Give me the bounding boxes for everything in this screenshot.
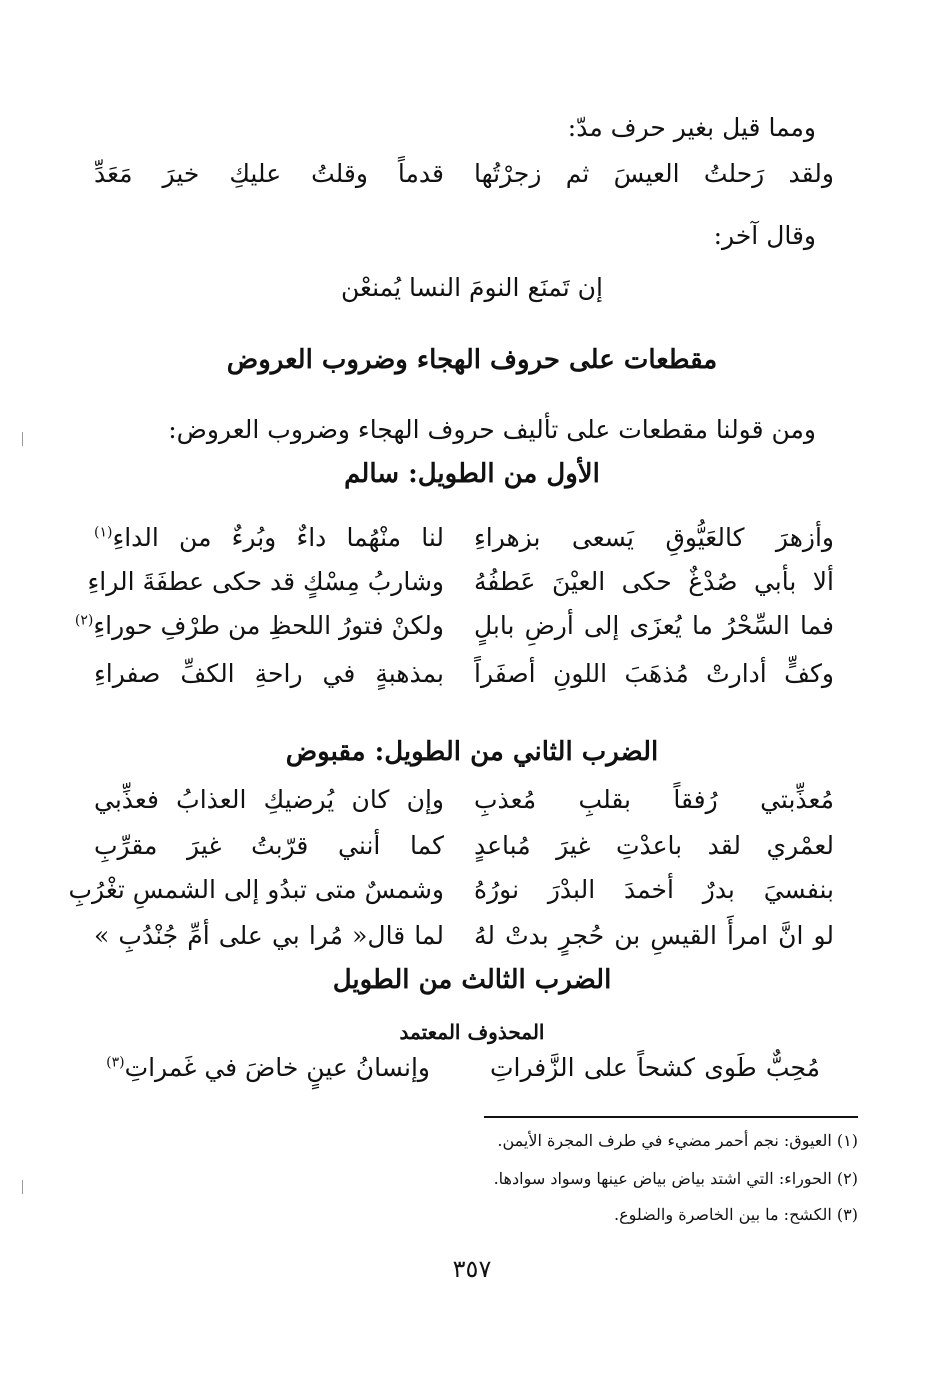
footnote-rule (484, 1116, 858, 1118)
verse-first-hemistich: لو انَّ امرأَ القيسِ بن حُجرٍ بدتْ لهُ (474, 921, 834, 950)
section-title-2: الضرب الثاني من الطويل: مقبوض (285, 737, 659, 767)
footnote-marker: (١) (94, 524, 113, 541)
section-title-3: الضرب الثالث من الطويل (332, 965, 612, 995)
chapter-heading: مقطعات على حروف الهجاء وضروب العروض (226, 345, 718, 375)
verse-first-hemistich: فما السِّحْرُ ما يُعزَى إلى أرضِ بابلٍ (474, 611, 834, 640)
verse-second-hemistich: كما أنني قرّبتُ غيرَ مقرِّبِ (94, 831, 444, 860)
section-subtitle-3: المحذوف المعتمد (399, 1020, 545, 1044)
verse-first-hemistich: ولقد رَحلتُ العيسَ ثم زجرْتُها (474, 159, 834, 188)
verse-second-hemistich: وشاربُ مِسْكٍ قد حكى عطفَةَ الراءِ (87, 567, 444, 596)
verse-row (94, 918, 834, 954)
verse-second-hemistich (74, 608, 444, 644)
footnote: (٣) الكشح: ما بين الخاصرة والضلوع. (613, 1205, 858, 1224)
verse-second-hemistich: قدماً وقلتُ عليكِ خيرَ مَعَدِّ (94, 159, 444, 188)
footnote: (٢) الحوراء: التي اشتد بياض بياض عينها وسواد سوادها. (493, 1169, 858, 1188)
verse-row (87, 564, 834, 600)
footnote-marker: (٢) (74, 612, 94, 629)
verse-first-hemistich: لعمْري لقد باعدْتِ غيرَ مُباعدٍ (474, 831, 834, 860)
verse-intro (94, 156, 834, 192)
verse-row (94, 656, 834, 692)
single-hemistich: إن تَمنَع النومَ النسا يُمنعْن (341, 273, 603, 302)
margin-mark (22, 1180, 23, 1194)
verse-row (94, 520, 834, 556)
verse-first-hemistich: مُحِبٌّ طَوى كشحاً على الزَّفراتِ (490, 1053, 820, 1082)
verse-second-hemistich (94, 520, 444, 556)
margin-mark (22, 432, 23, 446)
verse-text: وإنسانُ عينٍ خاضَ في غَمراتِ (124, 1053, 430, 1082)
intro-line-2: وقال آخر: (713, 221, 816, 250)
verse-second-hemistich: بمذهبةٍ في راحةِ الكفِّ صفراءِ (94, 659, 444, 688)
verse-second-hemistich: وإن كان يُرضيكِ العذابُ فعذِّبي (94, 785, 444, 814)
verse-row (106, 1050, 820, 1086)
intro-line-3: ومن قولنا مقطعات على تأليف حروف الهجاء وضروب العروض: (168, 415, 816, 444)
section-title-1: الأول من الطويل: سالم (344, 459, 600, 489)
verse-second-hemistich: لما قال« مُرا بي على أمِّ جُنْدُبِ » (94, 921, 444, 950)
verse-first-hemistich: ألا بأبي صُدْغٌ حكى العيْنَ عَطفُهُ (474, 567, 834, 596)
verse-second-hemistich (106, 1050, 430, 1086)
footnote: (١) العيوق: نجم أحمر مضيء في طرف المجرة الأيمن. (497, 1131, 858, 1150)
verse-first-hemistich: بنفسيَ بدرٌ أخمدَ البدْرَ نورُهُ (474, 875, 834, 904)
verse-first-hemistich: مُعذِّبتي رُفقاً بقلبِ مُعذبِ (474, 785, 834, 814)
verse-first-hemistich: وأزهرَ كالعَيُّوقِ يَسعى بزهراءِ (474, 523, 834, 552)
verse-row (68, 872, 834, 908)
verse-row (74, 608, 834, 644)
verse-first-hemistich: وكفٍّ أدارتْ مُذهَبَ اللونِ أصفَراً (474, 659, 834, 688)
intro-line-1: ومما قيل بغير حرف مدّ: (567, 113, 816, 142)
verse-text: ولكنْ فتورُ اللحظِ من طرْفِ حوراءِ (93, 611, 444, 640)
verse-row (94, 782, 834, 818)
verse-row (94, 828, 834, 864)
verse-second-hemistich: وشمسٌ متى تبدُو إلى الشمسِ تغْرُبِ (68, 875, 444, 904)
footnote-marker: (٣) (106, 1054, 125, 1071)
page-number: ٣٥٧ (452, 1255, 492, 1283)
verse-text: لنا منْهُما داءٌ وبُرءٌ من الداءِ (112, 523, 444, 552)
